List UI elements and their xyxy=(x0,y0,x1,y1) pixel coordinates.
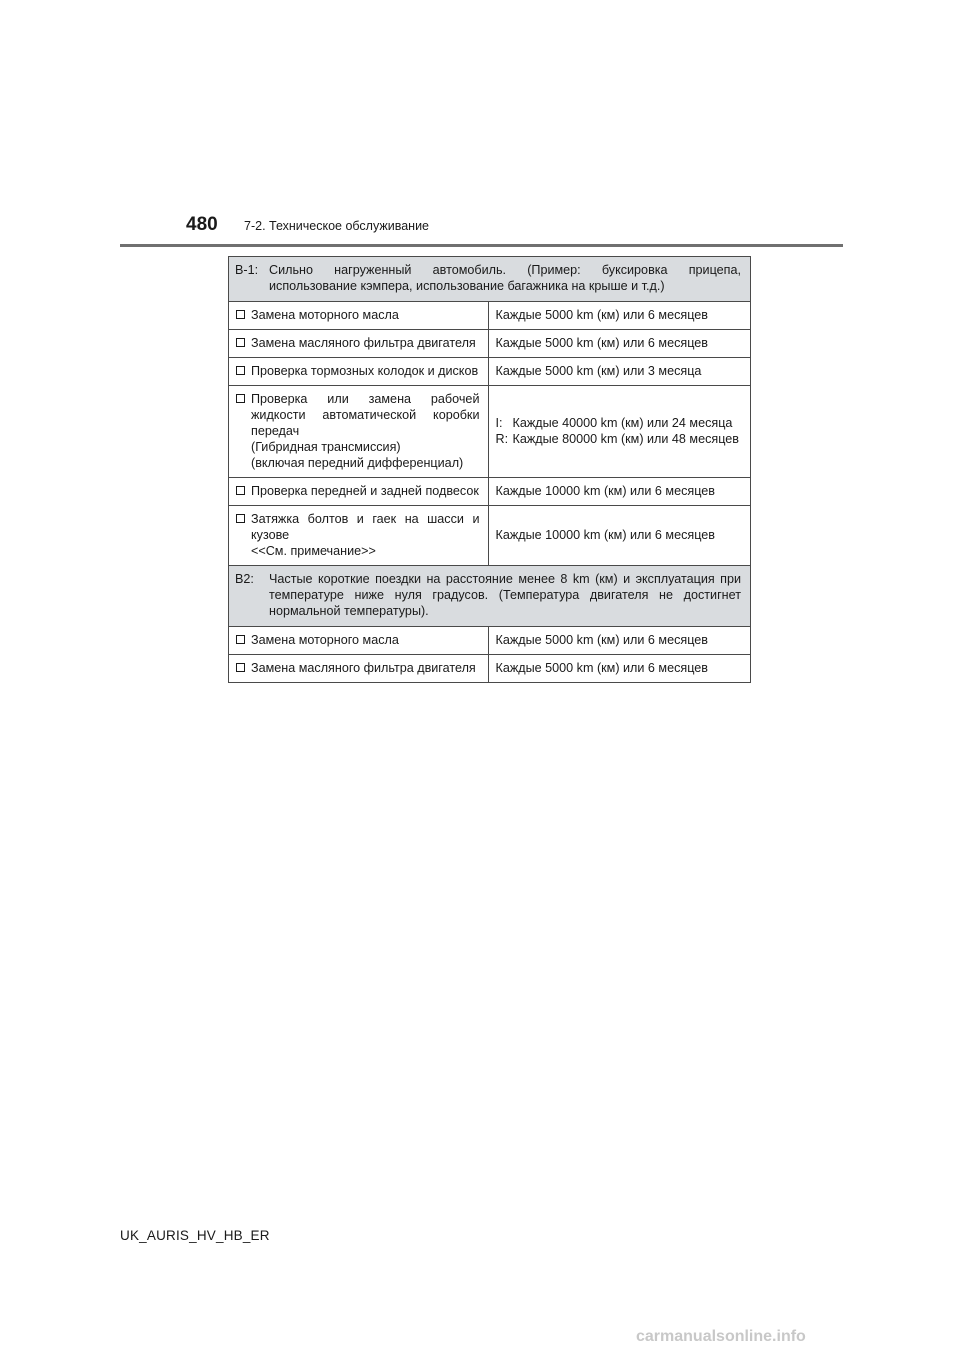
interval-line xyxy=(495,415,741,431)
interval-cell xyxy=(489,386,751,478)
checkbox-icon xyxy=(236,310,245,319)
maintenance-item-line: Замена моторного масла xyxy=(251,308,399,322)
interval-code: R: xyxy=(495,432,509,446)
maintenance-item-cell xyxy=(229,358,489,386)
maintenance-item xyxy=(229,358,488,385)
condition-row xyxy=(229,566,751,627)
maintenance-item-text xyxy=(251,391,479,471)
interval-cell xyxy=(489,627,751,655)
maintenance-item xyxy=(229,386,488,477)
interval-cell xyxy=(489,358,751,386)
table-row xyxy=(229,478,751,506)
interval-cell xyxy=(489,478,751,506)
interval-cell xyxy=(489,330,751,358)
checkbox-icon xyxy=(236,635,245,644)
checkbox-icon xyxy=(236,338,245,347)
interval-text: Каждые 80000 km (км) или 48 месяцев xyxy=(512,432,739,446)
maintenance-item-line: Замена моторного масла xyxy=(251,633,399,647)
checkbox-icon xyxy=(236,366,245,375)
condition-content xyxy=(229,566,750,626)
condition-content xyxy=(229,257,750,301)
table-row xyxy=(229,655,751,683)
document-code: UK_AURIS_HV_HB_ER xyxy=(120,1228,270,1243)
maintenance-item-cell xyxy=(229,478,489,506)
header-divider xyxy=(120,244,843,247)
interval-cell xyxy=(489,655,751,683)
maintenance-item-cell xyxy=(229,386,489,478)
condition-cell xyxy=(229,257,751,302)
interval-text: Каждые 40000 km (км) или 24 месяца xyxy=(512,416,733,430)
watermark: carmanualsonline.info xyxy=(636,1328,806,1345)
maintenance-item-cell xyxy=(229,302,489,330)
maintenance-item-line: Проверка тормозных колодок и дисков xyxy=(251,364,479,378)
checkbox-icon xyxy=(236,514,245,523)
maintenance-item-cell xyxy=(229,506,489,566)
maintenance-item-cell xyxy=(229,330,489,358)
section-title: 7-2. Техническое обслуживание xyxy=(244,219,429,233)
service-interval xyxy=(489,410,750,453)
checkbox-icon xyxy=(236,486,245,495)
maintenance-item-text xyxy=(251,660,479,676)
maintenance-item-text xyxy=(251,511,479,559)
service-interval: Каждые 5000 km (км) или 6 месяцев xyxy=(495,336,708,350)
condition-description: Сильно нагруженный автомобиль. (Пример: буксировка прицепа, использование кэмпера, использование багажника на крыше и т.д.) xyxy=(269,263,741,293)
service-interval: Каждые 5000 km (км) или 6 месяцев xyxy=(495,633,708,647)
condition-code: B-1: xyxy=(235,263,259,277)
interval-code: I: xyxy=(495,416,503,430)
condition-description: Частые короткие поездки на расстояние менее 8 km (км) и эксплуатация при температуре ниже нуля градусов. (Температура двигателя не достигнет нормальной температуры). xyxy=(269,572,741,618)
condition-row xyxy=(229,257,751,302)
condition-code: B2: xyxy=(235,572,254,586)
table-row xyxy=(229,506,751,566)
table-row xyxy=(229,302,751,330)
maintenance-item xyxy=(229,627,488,654)
service-interval: Каждые 5000 km (км) или 6 месяцев xyxy=(495,308,708,322)
service-interval: Каждые 10000 km (км) или 6 месяцев xyxy=(495,528,715,542)
service-interval: Каждые 5000 km (км) или 3 месяца xyxy=(495,364,702,378)
table-row xyxy=(229,330,751,358)
maintenance-item-line: Замена масляного фильтра двигателя xyxy=(251,661,476,675)
service-interval: Каждые 10000 km (км) или 6 месяцев xyxy=(495,484,715,498)
table-row xyxy=(229,386,751,478)
maintenance-item-line: Проверка передней и задней подвесок xyxy=(251,484,479,498)
maintenance-item-line: <<См. примечание>> xyxy=(251,544,376,558)
maintenance-item-line: (включая передний дифференциал) xyxy=(251,456,464,470)
maintenance-item-line: (Гибридная трансмиссия) xyxy=(251,440,401,454)
interval-line xyxy=(495,431,741,447)
maintenance-item-line: Затяжка болтов и гаек на шасси и кузове xyxy=(251,512,480,542)
condition-cell xyxy=(229,566,751,627)
interval-cell xyxy=(489,506,751,566)
interval-cell xyxy=(489,302,751,330)
maintenance-item-text xyxy=(251,632,479,648)
table-row xyxy=(229,358,751,386)
maintenance-item-text xyxy=(251,335,479,351)
maintenance-item xyxy=(229,655,488,682)
maintenance-item-line: Проверка или замена рабочей жидкости автоматической коробки передач xyxy=(251,392,480,438)
maintenance-item-line: Замена масляного фильтра двигателя xyxy=(251,336,476,350)
maintenance-item xyxy=(229,330,488,357)
maintenance-item xyxy=(229,302,488,329)
maintenance-item xyxy=(229,506,488,565)
maintenance-item-text xyxy=(251,483,479,499)
checkbox-icon xyxy=(236,394,245,403)
table-row xyxy=(229,627,751,655)
service-interval: Каждые 5000 km (км) или 6 месяцев xyxy=(495,661,708,675)
maintenance-item-cell xyxy=(229,655,489,683)
maintenance-table xyxy=(228,256,751,683)
checkbox-icon xyxy=(236,663,245,672)
maintenance-item-text xyxy=(251,363,479,379)
maintenance-item xyxy=(229,478,488,505)
maintenance-item-text xyxy=(251,307,479,323)
page-number: 480 xyxy=(186,214,218,235)
maintenance-item-cell xyxy=(229,627,489,655)
